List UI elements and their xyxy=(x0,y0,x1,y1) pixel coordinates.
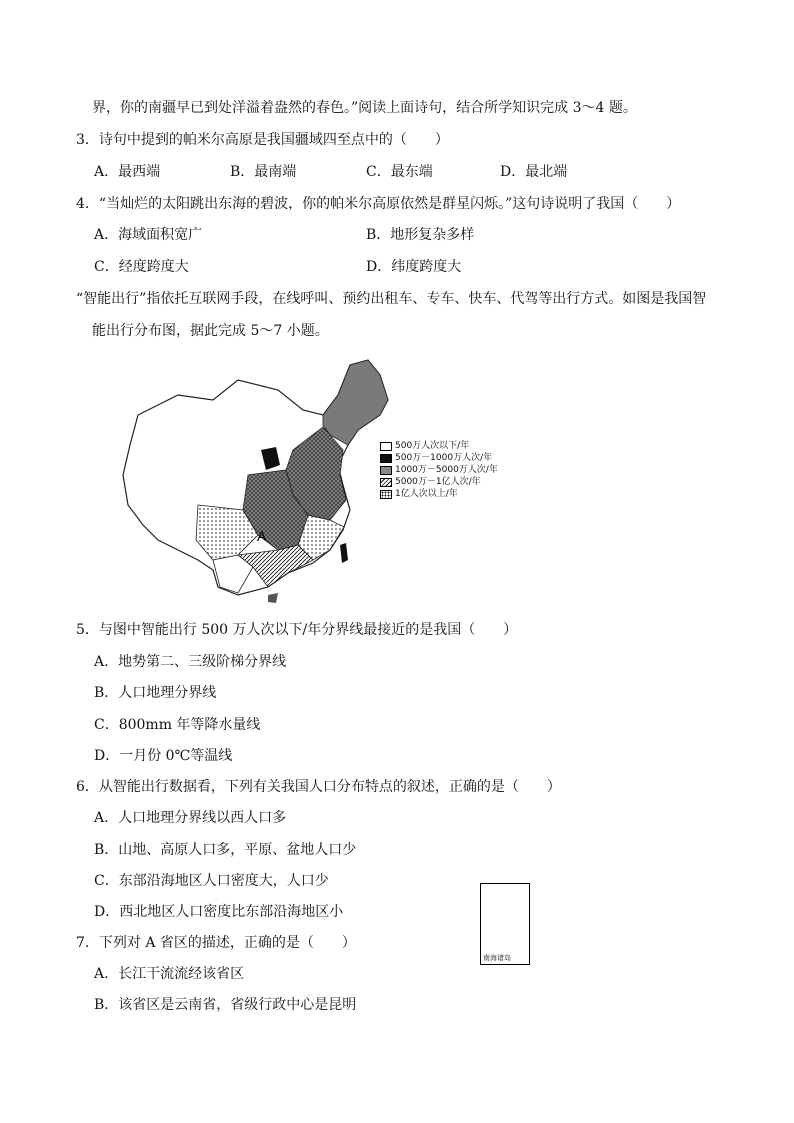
legend-row xyxy=(380,464,498,476)
question-7: 7．下列对 A 省区的描述，正确的是（ ） xyxy=(76,935,356,951)
q4-option-d: D．纬度跨度大 xyxy=(366,259,462,275)
legend-row xyxy=(380,476,498,488)
legend-swatch-black xyxy=(380,454,392,463)
q7-option-a: A．长江干流流经该省区 xyxy=(94,966,245,982)
q6-option-a: A．人口地理分界线以西人口多 xyxy=(94,810,287,826)
q5-option-a: A．地势第二、三级阶梯分界线 xyxy=(94,654,287,670)
legend-row xyxy=(380,440,498,452)
q5-option-d: D．一月份 0℃等温线 xyxy=(94,748,233,764)
hainan xyxy=(268,593,278,603)
q6-option-c: C．东部沿海地区人口密度大，人口少 xyxy=(94,873,329,889)
intro-line-1: “智能出行”指依托互联网手段，在线呼叫、预约出租车、专车、快车、代驾等出行方式。如图是我国智 xyxy=(76,291,707,307)
q4-option-b: B．地形复杂多样 xyxy=(366,227,475,243)
legend-label: 1000万－5000万人次/年 xyxy=(395,465,498,475)
q3-option-c: C．最东端 xyxy=(366,164,433,180)
passage-line: 界，你的南疆早已到处洋溢着盎然的春色。”阅读上面诗句，结合所学知识完成 3～4 题。 xyxy=(92,100,637,116)
legend-row xyxy=(380,488,498,500)
taiwan xyxy=(340,543,348,563)
q7-option-b: B．该省区是云南省，省级行政中心是昆明 xyxy=(94,997,357,1013)
northeast-region xyxy=(323,360,388,445)
q6-option-b: B．山地、高原人口多，平原、盆地人口少 xyxy=(94,842,357,858)
legend-label: 1亿人次以上/年 xyxy=(395,489,458,499)
q5-option-c: C．800mm 年等降水量线 xyxy=(94,717,261,733)
legend-swatch-white xyxy=(380,442,392,451)
q6-option-d: D．西北地区人口密度比东部沿海地区小 xyxy=(94,904,344,920)
q3-option-b: B．最南端 xyxy=(230,164,297,180)
legend-label: 5000万－1亿人次/年 xyxy=(395,477,481,487)
south-sea-inset xyxy=(480,883,530,965)
question-5: 5．与图中智能出行 500 万人次以下/年分界线最接近的是我国（ ） xyxy=(76,622,518,638)
province-a-label: A xyxy=(257,528,267,544)
question-3: 3．诗句中提到的帕米尔高原是我国疆域四至点中的（ ） xyxy=(76,132,449,148)
inset-label: 南海诸岛 xyxy=(483,954,511,962)
q5-option-b: B．人口地理分界线 xyxy=(94,685,217,701)
map-legend xyxy=(380,440,498,500)
question-4: 4．“当灿烂的太阳跳出东海的碧波，你的帕米尔高原依然是群星闪烁。”这句诗说明了我国（ ） xyxy=(76,196,681,212)
legend-swatch-dots xyxy=(380,490,392,499)
intro-line-2: 能出行分布图，据此完成 5～7 小题。 xyxy=(92,323,329,339)
legend-swatch-cross xyxy=(380,466,392,475)
legend-swatch-hatch xyxy=(380,478,392,487)
legend-row xyxy=(380,452,498,464)
question-6: 6．从智能出行数据看，下列有关我国人口分布特点的叙述，正确的是（ ） xyxy=(76,779,561,795)
q3-option-d: D．最北端 xyxy=(500,164,568,180)
legend-label: 500万人次以下/年 xyxy=(395,441,470,451)
legend-label: 500万－1000万人次/年 xyxy=(395,453,493,463)
q3-option-a: A．最西端 xyxy=(94,164,161,180)
q4-option-c: C．经度跨度大 xyxy=(94,259,189,275)
q4-option-a: A．海域面积宽广 xyxy=(94,227,203,243)
